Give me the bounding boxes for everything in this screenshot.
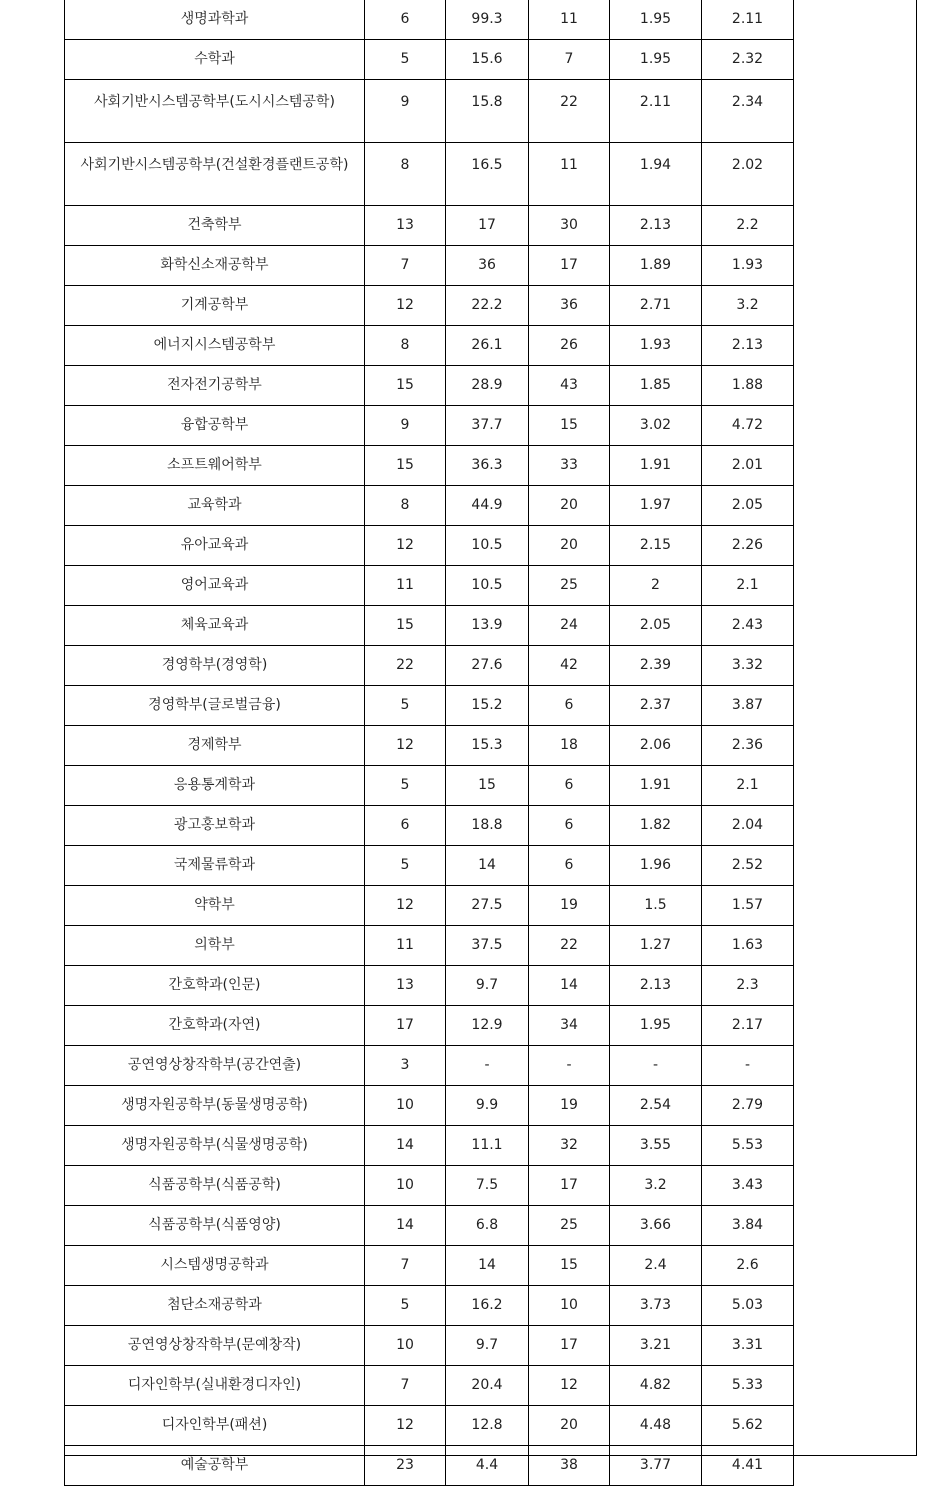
table-row: [65, 646, 918, 686]
grade-cutoff-cell: 2.11: [702, 0, 794, 40]
grade-avg-cell: 3.66: [610, 1206, 702, 1246]
grade-avg-cell: 4.82: [610, 1366, 702, 1406]
quota-cell: 9: [365, 406, 446, 446]
department-name: 전자전기공학부: [65, 366, 365, 406]
competition-rate-cell: 11.1: [446, 1126, 529, 1166]
grade-avg-cell: 1.94: [610, 143, 702, 206]
quota-cell: 15: [365, 606, 446, 646]
quota-cell: 7: [365, 246, 446, 286]
quota-cell: 15: [365, 366, 446, 406]
table-row: [65, 686, 918, 726]
grade-avg-cell: 2.13: [610, 206, 702, 246]
grade-cutoff-cell: -: [702, 1046, 794, 1086]
competition-rate-cell: 15.3: [446, 726, 529, 766]
grade-avg-cell: 2.13: [610, 966, 702, 1006]
table-row: [65, 846, 918, 886]
applicants-cell: 42: [529, 646, 610, 686]
quota-cell: 15: [365, 446, 446, 486]
table-row: [65, 326, 918, 366]
table-row: [65, 1046, 918, 1086]
applicants-cell: 15: [529, 406, 610, 446]
applicants-cell: 6: [529, 846, 610, 886]
department-name: 국제물류학과: [65, 846, 365, 886]
competition-rate-cell: 17: [446, 206, 529, 246]
grade-cutoff-cell: 2.04: [702, 806, 794, 846]
department-name: 화학신소재공학부: [65, 246, 365, 286]
grade-cutoff-cell: 2.6: [702, 1246, 794, 1286]
competition-rate-cell: 99.3: [446, 0, 529, 40]
grade-cutoff-cell: 2.79: [702, 1086, 794, 1126]
grade-cutoff-cell: 2.01: [702, 446, 794, 486]
quota-cell: 13: [365, 206, 446, 246]
competition-rate-cell: 20.4: [446, 1366, 529, 1406]
competition-rate-cell: 6.8: [446, 1206, 529, 1246]
competition-rate-cell: 37.5: [446, 926, 529, 966]
applicants-cell: 25: [529, 566, 610, 606]
applicants-cell: 22: [529, 926, 610, 966]
grade-avg-cell: 3.21: [610, 1326, 702, 1366]
competition-rate-cell: 15.8: [446, 80, 529, 143]
department-name: 공연영상창작학부(공간연출): [65, 1046, 365, 1086]
applicants-cell: 14: [529, 966, 610, 1006]
grade-avg-cell: -: [610, 1046, 702, 1086]
competition-rate-cell: 27.6: [446, 646, 529, 686]
table-row: [65, 1246, 918, 1286]
quota-cell: 5: [365, 686, 446, 726]
department-name: 건축학부: [65, 206, 365, 246]
table-row: [65, 566, 918, 606]
grade-cutoff-cell: 2.02: [702, 143, 794, 206]
quota-cell: 13: [365, 966, 446, 1006]
department-name: 영어교육과: [65, 566, 365, 606]
applicants-cell: 34: [529, 1006, 610, 1046]
grade-avg-cell: 2: [610, 566, 702, 606]
competition-rate-cell: 37.7: [446, 406, 529, 446]
competition-rate-cell: 4.4: [446, 1446, 529, 1486]
grade-cutoff-cell: 3.32: [702, 646, 794, 686]
table-row: [65, 1406, 918, 1446]
quota-cell: 3: [365, 1046, 446, 1086]
quota-cell: 12: [365, 526, 446, 566]
grade-avg-cell: 1.5: [610, 886, 702, 926]
department-name: 예술공학부: [65, 1446, 365, 1486]
grade-avg-cell: 3.02: [610, 406, 702, 446]
table-row: [65, 40, 918, 80]
table-row: [65, 80, 918, 143]
grade-avg-cell: 2.54: [610, 1086, 702, 1126]
applicants-cell: 19: [529, 886, 610, 926]
grade-avg-cell: 1.93: [610, 326, 702, 366]
department-name: 사회기반시스템공학부(도시시스템공학): [65, 80, 365, 143]
grade-avg-cell: 2.05: [610, 606, 702, 646]
department-name: 공연영상창작학부(문예창작): [65, 1326, 365, 1366]
grade-avg-cell: 1.89: [610, 246, 702, 286]
competition-rate-cell: 22.2: [446, 286, 529, 326]
applicants-cell: 20: [529, 526, 610, 566]
table-row: [65, 1166, 918, 1206]
quota-cell: 9: [365, 80, 446, 143]
empty-side-column: [794, 0, 918, 1486]
applicants-cell: 7: [529, 40, 610, 80]
grade-avg-cell: 2.71: [610, 286, 702, 326]
department-name: 생명과학과: [65, 0, 365, 40]
grade-avg-cell: 2.4: [610, 1246, 702, 1286]
grade-cutoff-cell: 2.13: [702, 326, 794, 366]
table-row: [65, 1366, 918, 1406]
department-name: 디자인학부(실내환경디자인): [65, 1366, 365, 1406]
competition-rate-cell: 15.6: [446, 40, 529, 80]
quota-cell: 5: [365, 766, 446, 806]
competition-rate-cell: 14: [446, 1246, 529, 1286]
applicants-cell: 38: [529, 1446, 610, 1486]
quota-cell: 7: [365, 1366, 446, 1406]
competition-rate-cell: 15: [446, 766, 529, 806]
competition-rate-cell: 12.9: [446, 1006, 529, 1046]
competition-rate-cell: 7.5: [446, 1166, 529, 1206]
table-body: [65, 0, 918, 1486]
competition-rate-cell: 44.9: [446, 486, 529, 526]
competition-rate-cell: 12.8: [446, 1406, 529, 1446]
grade-avg-cell: 1.91: [610, 446, 702, 486]
quota-cell: 23: [365, 1446, 446, 1486]
department-name: 기계공학부: [65, 286, 365, 326]
department-name: 경영학부(경영학): [65, 646, 365, 686]
department-name: 디자인학부(패션): [65, 1406, 365, 1446]
grade-cutoff-cell: 2.3: [702, 966, 794, 1006]
competition-rate-cell: 15.2: [446, 686, 529, 726]
grade-avg-cell: 4.48: [610, 1406, 702, 1446]
grade-cutoff-cell: 3.84: [702, 1206, 794, 1246]
table-row: [65, 886, 918, 926]
table-row: [65, 0, 918, 40]
department-name: 사회기반시스템공학부(건설환경플랜트공학): [65, 143, 365, 206]
department-name: 생명자원공학부(식물생명공학): [65, 1126, 365, 1166]
department-name: 에너지시스템공학부: [65, 326, 365, 366]
quota-cell: 7: [365, 1246, 446, 1286]
grade-cutoff-cell: 4.72: [702, 406, 794, 446]
applicants-cell: 19: [529, 1086, 610, 1126]
quota-cell: 11: [365, 566, 446, 606]
quota-cell: 8: [365, 326, 446, 366]
table-row: [65, 966, 918, 1006]
quota-cell: 10: [365, 1166, 446, 1206]
quota-cell: 12: [365, 726, 446, 766]
competition-rate-cell: 10.5: [446, 526, 529, 566]
competition-rate-cell: 16.2: [446, 1286, 529, 1326]
quota-cell: 22: [365, 646, 446, 686]
grade-cutoff-cell: 2.17: [702, 1006, 794, 1046]
grade-cutoff-cell: 1.88: [702, 366, 794, 406]
competition-rate-cell: 9.7: [446, 966, 529, 1006]
table-row: [65, 606, 918, 646]
grade-avg-cell: 1.85: [610, 366, 702, 406]
grade-cutoff-cell: 5.62: [702, 1406, 794, 1446]
department-name: 생명자원공학부(동물생명공학): [65, 1086, 365, 1126]
grade-cutoff-cell: 2.52: [702, 846, 794, 886]
applicants-cell: 17: [529, 1166, 610, 1206]
table-row: [65, 446, 918, 486]
grade-cutoff-cell: 2.32: [702, 40, 794, 80]
grade-avg-cell: 3.73: [610, 1286, 702, 1326]
applicants-cell: 26: [529, 326, 610, 366]
grade-avg-cell: 1.95: [610, 40, 702, 80]
grade-avg-cell: 2.06: [610, 726, 702, 766]
quota-cell: 5: [365, 846, 446, 886]
grade-avg-cell: 1.97: [610, 486, 702, 526]
competition-rate-cell: 14: [446, 846, 529, 886]
competition-rate-cell: 16.5: [446, 143, 529, 206]
department-name: 식품공학부(식품공학): [65, 1166, 365, 1206]
quota-cell: 14: [365, 1126, 446, 1166]
quota-cell: 8: [365, 143, 446, 206]
table-row: [65, 366, 918, 406]
table-row: [65, 246, 918, 286]
quota-cell: 10: [365, 1326, 446, 1366]
quota-cell: 14: [365, 1206, 446, 1246]
applicants-cell: 11: [529, 0, 610, 40]
department-name: 시스템생명공학과: [65, 1246, 365, 1286]
department-name: 첨단소재공학과: [65, 1286, 365, 1326]
applicants-cell: 11: [529, 143, 610, 206]
quota-cell: 17: [365, 1006, 446, 1046]
grade-cutoff-cell: 2.43: [702, 606, 794, 646]
applicants-cell: 20: [529, 1406, 610, 1446]
grade-cutoff-cell: 3.43: [702, 1166, 794, 1206]
grade-cutoff-cell: 3.87: [702, 686, 794, 726]
table-row: [65, 486, 918, 526]
applicants-cell: 6: [529, 806, 610, 846]
grade-avg-cell: 1.82: [610, 806, 702, 846]
table-row: [65, 806, 918, 846]
table-row: [65, 286, 918, 326]
grade-avg-cell: 1.95: [610, 0, 702, 40]
grade-avg-cell: 1.27: [610, 926, 702, 966]
grade-cutoff-cell: 2.2: [702, 206, 794, 246]
grade-cutoff-cell: 2.1: [702, 566, 794, 606]
applicants-cell: 10: [529, 1286, 610, 1326]
table-row: [65, 1446, 918, 1486]
quota-cell: 12: [365, 886, 446, 926]
applicants-cell: 17: [529, 246, 610, 286]
grade-cutoff-cell: 2.05: [702, 486, 794, 526]
grade-avg-cell: 3.77: [610, 1446, 702, 1486]
admission-results-table: [64, 0, 917, 1486]
competition-rate-cell: 28.9: [446, 366, 529, 406]
applicants-cell: 32: [529, 1126, 610, 1166]
grade-avg-cell: 1.91: [610, 766, 702, 806]
department-name: 식품공학부(식품영양): [65, 1206, 365, 1246]
grade-avg-cell: 2.11: [610, 80, 702, 143]
department-name: 교육학과: [65, 486, 365, 526]
competition-rate-cell: 36: [446, 246, 529, 286]
applicants-cell: 24: [529, 606, 610, 646]
table-row: [65, 1326, 918, 1366]
applicants-cell: -: [529, 1046, 610, 1086]
department-name: 경제학부: [65, 726, 365, 766]
quota-cell: 10: [365, 1086, 446, 1126]
quota-cell: 6: [365, 0, 446, 40]
applicants-cell: 15: [529, 1246, 610, 1286]
grade-cutoff-cell: 3.2: [702, 286, 794, 326]
grade-cutoff-cell: 2.1: [702, 766, 794, 806]
quota-cell: 8: [365, 486, 446, 526]
department-name: 경영학부(글로벌금융): [65, 686, 365, 726]
competition-rate-cell: 18.8: [446, 806, 529, 846]
grade-avg-cell: 3.55: [610, 1126, 702, 1166]
table-row: [65, 143, 918, 206]
department-name: 간호학과(자연): [65, 1006, 365, 1046]
applicants-cell: 20: [529, 486, 610, 526]
grade-cutoff-cell: 2.36: [702, 726, 794, 766]
grade-cutoff-cell: 4.41: [702, 1446, 794, 1486]
table-row: [65, 766, 918, 806]
grade-cutoff-cell: 3.31: [702, 1326, 794, 1366]
applicants-cell: 36: [529, 286, 610, 326]
quota-cell: 5: [365, 1286, 446, 1326]
table-row: [65, 1206, 918, 1246]
quota-cell: 12: [365, 1406, 446, 1446]
department-name: 유아교육과: [65, 526, 365, 566]
quota-cell: 5: [365, 40, 446, 80]
department-name: 의학부: [65, 926, 365, 966]
competition-rate-cell: 10.5: [446, 566, 529, 606]
department-name: 응용통계학과: [65, 766, 365, 806]
table-row: [65, 1126, 918, 1166]
quota-cell: 11: [365, 926, 446, 966]
table-row: [65, 726, 918, 766]
grade-cutoff-cell: 1.93: [702, 246, 794, 286]
grade-avg-cell: 2.37: [610, 686, 702, 726]
competition-rate-cell: 27.5: [446, 886, 529, 926]
applicants-cell: 12: [529, 1366, 610, 1406]
applicants-cell: 33: [529, 446, 610, 486]
applicants-cell: 6: [529, 686, 610, 726]
grade-cutoff-cell: 5.33: [702, 1366, 794, 1406]
department-name: 간호학과(인문): [65, 966, 365, 1006]
applicants-cell: 17: [529, 1326, 610, 1366]
department-name: 융합공학부: [65, 406, 365, 446]
quota-cell: 6: [365, 806, 446, 846]
grade-avg-cell: 1.96: [610, 846, 702, 886]
grade-avg-cell: 1.95: [610, 1006, 702, 1046]
applicants-cell: 18: [529, 726, 610, 766]
applicants-cell: 25: [529, 1206, 610, 1246]
table-row: [65, 526, 918, 566]
grade-cutoff-cell: 1.57: [702, 886, 794, 926]
table-row: [65, 1006, 918, 1046]
table-row: [65, 206, 918, 246]
competition-rate-cell: 9.7: [446, 1326, 529, 1366]
department-name: 약학부: [65, 886, 365, 926]
grade-cutoff-cell: 1.63: [702, 926, 794, 966]
grade-cutoff-cell: 5.53: [702, 1126, 794, 1166]
competition-rate-cell: 9.9: [446, 1086, 529, 1126]
grade-cutoff-cell: 2.34: [702, 80, 794, 143]
applicants-cell: 6: [529, 766, 610, 806]
grade-avg-cell: 2.39: [610, 646, 702, 686]
table-row: [65, 1286, 918, 1326]
competition-rate-cell: -: [446, 1046, 529, 1086]
table-row: [65, 926, 918, 966]
grade-cutoff-cell: 2.26: [702, 526, 794, 566]
department-name: 광고홍보학과: [65, 806, 365, 846]
applicants-cell: 22: [529, 80, 610, 143]
competition-rate-cell: 26.1: [446, 326, 529, 366]
competition-rate-cell: 13.9: [446, 606, 529, 646]
department-name: 수학과: [65, 40, 365, 80]
competition-rate-cell: 36.3: [446, 446, 529, 486]
table-row: [65, 406, 918, 446]
applicants-cell: 30: [529, 206, 610, 246]
department-name: 체육교육과: [65, 606, 365, 646]
quota-cell: 12: [365, 286, 446, 326]
applicants-cell: 43: [529, 366, 610, 406]
grade-cutoff-cell: 5.03: [702, 1286, 794, 1326]
department-name: 소프트웨어학부: [65, 446, 365, 486]
table-row: [65, 1086, 918, 1126]
grade-avg-cell: 3.2: [610, 1166, 702, 1206]
grade-avg-cell: 2.15: [610, 526, 702, 566]
